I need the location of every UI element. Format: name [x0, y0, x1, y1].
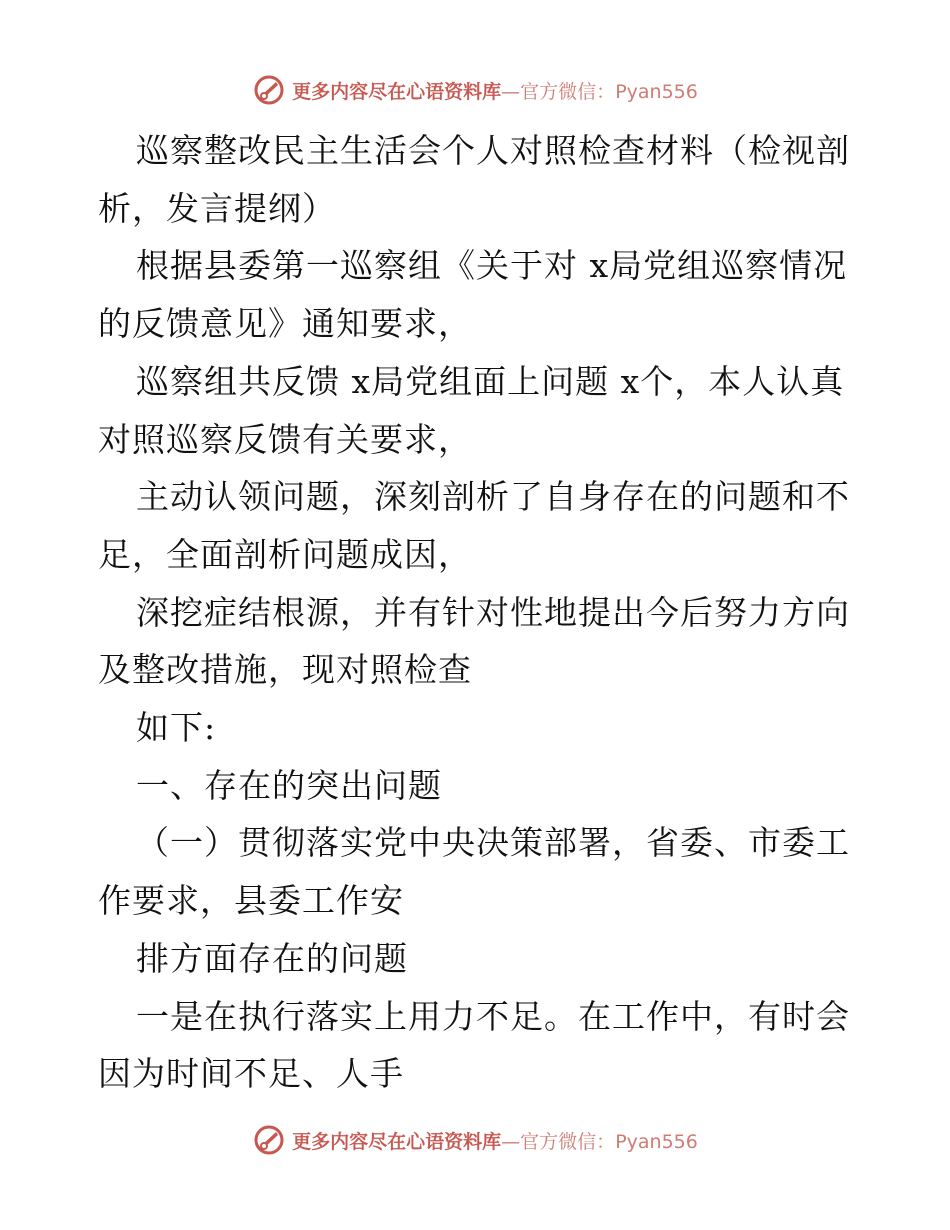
watermark-text	[292, 77, 698, 104]
paragraph: 巡察整改民主生活会个人对照检查材料（检视剖析，发言提纲）	[98, 131, 850, 228]
watermark-text	[292, 1127, 698, 1154]
watermark-label: 官方微信：	[520, 1130, 616, 1153]
watermark-wechat: Pyan556	[615, 1130, 698, 1153]
watermark-main: 更多内容尽在心语资料库	[292, 1130, 502, 1153]
paragraph: 如下:	[136, 708, 217, 748]
watermark-label: 官方微信：	[520, 80, 616, 103]
paragraph: 排方面存在的问题	[136, 938, 408, 978]
paragraph: 一是在执行落实上用力不足。在工作中，有时会因为时间不足、人手	[98, 996, 850, 1094]
paragraph: 根据县委第一巡察组《关于对 x局党组巡察情况的反馈意见》通知要求，	[98, 246, 848, 344]
paragraph: 巡察组共反馈 x局党组面上问题 x个，本人认真对照巡察反馈有关要求，	[98, 361, 845, 459]
watermark-sep: —	[501, 1130, 521, 1153]
paragraph: 深挖症结根源，并有针对性地提出今后努力方向及整改措施，现对照检查	[98, 592, 850, 690]
watermark-wechat: Pyan556	[615, 80, 698, 103]
paragraph: 一、存在的突出问题	[136, 765, 442, 805]
watermark-sep: —	[501, 80, 521, 103]
watermark-main: 更多内容尽在心语资料库	[292, 80, 502, 103]
document-body	[98, 122, 858, 1103]
header-watermark	[0, 70, 950, 110]
paragraph: 主动认领问题，深刻剖析了自身存在的问题和不足，全面剖析问题成因，	[98, 477, 850, 574]
seal-logo-icon	[252, 73, 286, 107]
paragraph: （一）贯彻落实党中央决策部署，省委、市委工作要求，县委工作安	[98, 823, 850, 921]
footer-watermark	[0, 1120, 950, 1160]
seal-logo-icon	[252, 1123, 286, 1157]
